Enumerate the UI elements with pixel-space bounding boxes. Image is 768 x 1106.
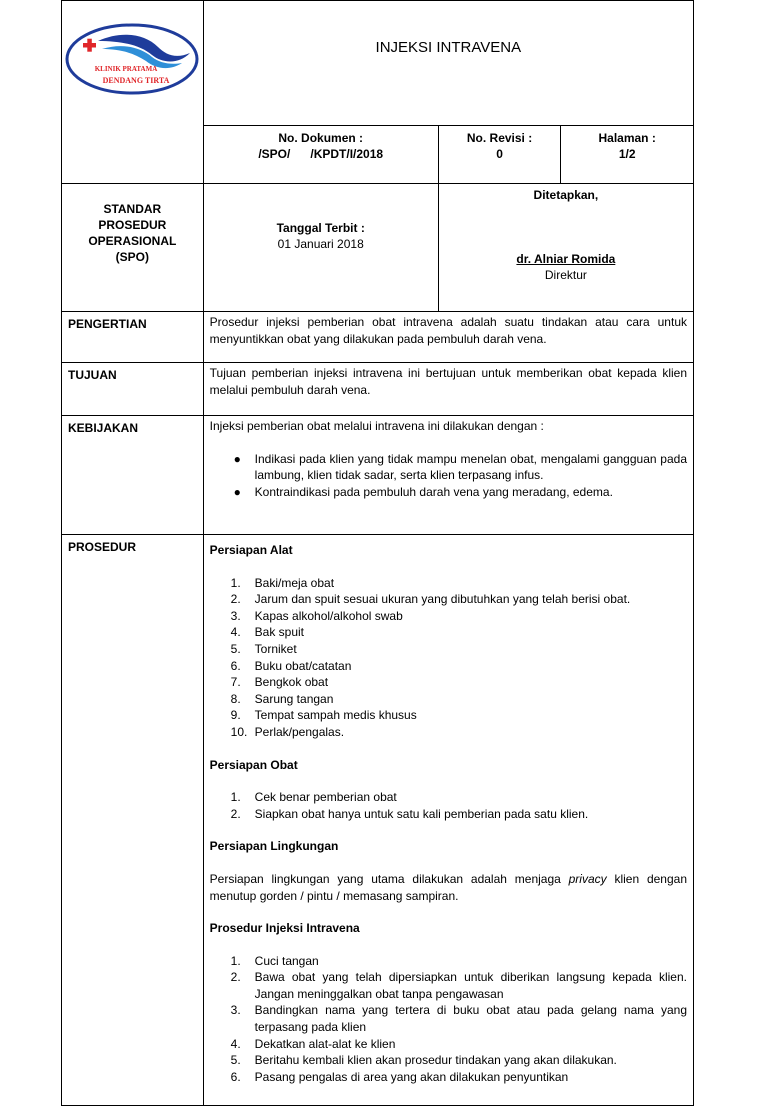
list-item: 1. Cuci tangan: [230, 953, 319, 968]
bullet-icon: ●: [233, 451, 241, 466]
no-revisi-label: No. Revisi :: [466, 131, 533, 145]
list-item-text: Kapas alkohol/alkohol swab: [254, 608, 403, 623]
list-item-text: Cek benar pemberian obat: [254, 790, 397, 805]
persiapan-obat-title: Persiapan Obat: [209, 757, 298, 772]
list-item-text: Sarung tangan: [254, 691, 334, 706]
list-item: 10. Perlak/pengalas.: [230, 724, 345, 739]
list-item-text: Buku obat/catatan: [254, 658, 352, 673]
list-item: 5. Torniket: [230, 641, 297, 656]
list-item: 5. Beritahu kembali klien akan prosedur tindakan yang akan dilakukan.: [230, 1053, 617, 1068]
lingkungan-text-italic: privacy: [568, 871, 607, 886]
list-item-text: Kontraindikasi pada pembuluh darah vena yang meradang, edema.: [254, 484, 613, 499]
persiapan-lingkungan-text: [210, 871, 687, 904]
no-revisi-value: 0: [496, 147, 503, 161]
lingkungan-text-part: klien dengan menutup gorden / pintu / memasang sampiran.: [209, 871, 688, 903]
list-item: 9. Tempat sampah medis khusus: [230, 708, 417, 723]
prosedur-body: [203, 535, 693, 1106]
spo-label-line: STANDAR: [103, 202, 162, 216]
signer-title: Direktur: [544, 268, 587, 282]
page-title: INJEKSI INTRAVENA: [375, 39, 522, 56]
list-item: 6. Pasang pengalas di area yang akan dilakukan penyuntikan: [230, 1069, 569, 1084]
spo-label-line: OPERASIONAL: [88, 234, 177, 248]
list-item-text: Beritahu kembali klien akan prosedur tindakan yang akan dilakukan.: [254, 1053, 617, 1068]
kebijakan-body: [203, 416, 693, 535]
kebijakan-label: KEBIJAKAN: [62, 416, 204, 535]
list-item-text: Tempat sampah medis khusus: [254, 708, 417, 723]
halaman-value: 1/2: [618, 147, 636, 161]
spo-label-cell: [62, 184, 204, 312]
persiapan-alat-list: [210, 575, 687, 741]
bullet-icon: ●: [233, 484, 241, 499]
logo-cell: [62, 1, 204, 184]
persiapan-lingkungan-title: Persiapan Lingkungan: [209, 839, 339, 854]
no-dokumen-label: No. Dokumen :: [278, 131, 364, 145]
list-item-text: Bak spuit: [254, 625, 305, 640]
list-item-text: Siapkan obat hanya untuk satu kali pemberian pada satu klien.: [254, 806, 589, 821]
tanggal-terbit-label: Tanggal Terbit :: [276, 221, 365, 235]
logo-line-2: DENDANG TIRTA: [102, 76, 170, 85]
tanggal-terbit-cell: [203, 184, 438, 312]
list-item-text: Bengkok obat: [254, 675, 329, 690]
logo-line-1: KLINIK PRATAMA: [94, 65, 158, 73]
pengertian-label: PENGERTIAN: [62, 312, 204, 363]
spo-label-line: PROSEDUR: [98, 218, 167, 232]
list-item: 2. Jarum dan spuit sesuai ukuran yang dibutuhkan yang telah berisi obat.: [230, 592, 631, 607]
tanggal-terbit-value: 01 Januari 2018: [277, 237, 364, 251]
list-item: 2. Siapkan obat hanya untuk satu kali pemberian pada satu klien.: [230, 806, 589, 821]
halaman-label: Halaman :: [598, 131, 656, 145]
list-item: 3. Kapas alkohol/alkohol swab: [230, 608, 403, 623]
prosedur-injeksi-title: Prosedur Injeksi Intravena: [209, 921, 360, 936]
list-item: 1. Cek benar pemberian obat: [230, 790, 397, 805]
list-item-text: Cuci tangan: [254, 953, 319, 968]
list-item-text: Pasang pengalas di area yang akan dilakukan penyuntikan: [254, 1069, 569, 1084]
persiapan-alat-title: Persiapan Alat: [209, 543, 293, 557]
no-revisi-cell: [438, 126, 561, 184]
kebijakan-list: [210, 451, 687, 501]
list-item: 7. Bengkok obat: [230, 675, 329, 690]
signer-name: dr. Alniar Romida: [516, 252, 616, 266]
tujuan-text: Tujuan pemberian injeksi intravena ini bertujuan untuk memberikan obat kepada klien melalui pembuluh darah vena.: [203, 363, 693, 416]
ditetapkan-cell: [438, 184, 693, 312]
no-dokumen-value: /SPO/ /KPDT/I/2018: [258, 147, 384, 161]
pengertian-text: Prosedur injeksi pemberian obat intravena adalah suatu tindakan atau cara untuk menyuntikkan obat yang dilakukan pada pembuluh darah vena.: [203, 312, 693, 363]
list-item-text: Perlak/pengalas.: [254, 724, 345, 739]
lingkungan-text-part: Persiapan lingkungan yang utama dilakukan adalah menjaga: [209, 871, 569, 886]
ditetapkan-label: Ditetapkan,: [533, 188, 599, 202]
list-item-text: Indikasi pada klien yang tidak mampu menelan obat, mengalami gangguan pada lambung, klien tidak sadar, serta klien terpasang infus.: [254, 451, 687, 483]
list-item: [233, 451, 687, 484]
list-item-text: Jarum dan spuit sesuai ukuran yang dibutuhkan yang telah berisi obat.: [254, 592, 631, 607]
persiapan-obat-list: [210, 789, 687, 822]
list-item: 8. Sarung tangan: [230, 691, 334, 706]
list-item-text: Torniket: [254, 641, 297, 656]
list-item: 4. Bak spuit: [230, 625, 305, 640]
list-item: 3. Bandingkan nama yang tertera di buku obat atau pada gelang nama yang terpasang pada klien: [230, 1003, 687, 1035]
kebijakan-intro: Injeksi pemberian obat melalui intravena ini dilakukan dengan :: [209, 419, 544, 433]
spo-table: [61, 0, 694, 1106]
list-item-text: Bandingkan nama yang tertera di buku obat atau pada gelang nama yang terpasang pada klien: [254, 1003, 687, 1035]
list-item: [233, 484, 687, 501]
list-item: 1. Baki/meja obat: [230, 575, 335, 590]
list-item-text: Bawa obat yang telah dipersiapkan untuk diberikan langsung kepada klien. Jangan meninggalkan obat tanpa pengawasan: [254, 970, 687, 1001]
halaman-cell: [561, 126, 694, 184]
page-title-cell: [203, 1, 693, 126]
list-item-text: Dekatkan alat-alat ke klien: [254, 1036, 396, 1051]
list-item: 6. Buku obat/catatan: [230, 658, 352, 673]
list-item: 4. Dekatkan alat-alat ke klien: [230, 1036, 396, 1051]
no-dokumen-cell: [203, 126, 438, 184]
spo-label-line: (SPO): [115, 250, 149, 264]
list-item: 2. Bawa obat yang telah dipersiapkan untuk diberikan langsung kepada klien. Jangan meninggalkan obat tanpa pengawasan: [230, 970, 687, 1001]
list-item-text: Baki/meja obat: [254, 575, 335, 590]
tujuan-label: TUJUAN: [62, 363, 204, 416]
prosedur-label: PROSEDUR: [62, 535, 204, 1106]
prosedur-injeksi-list: [210, 953, 687, 1086]
clinic-logo: [62, 19, 203, 105]
